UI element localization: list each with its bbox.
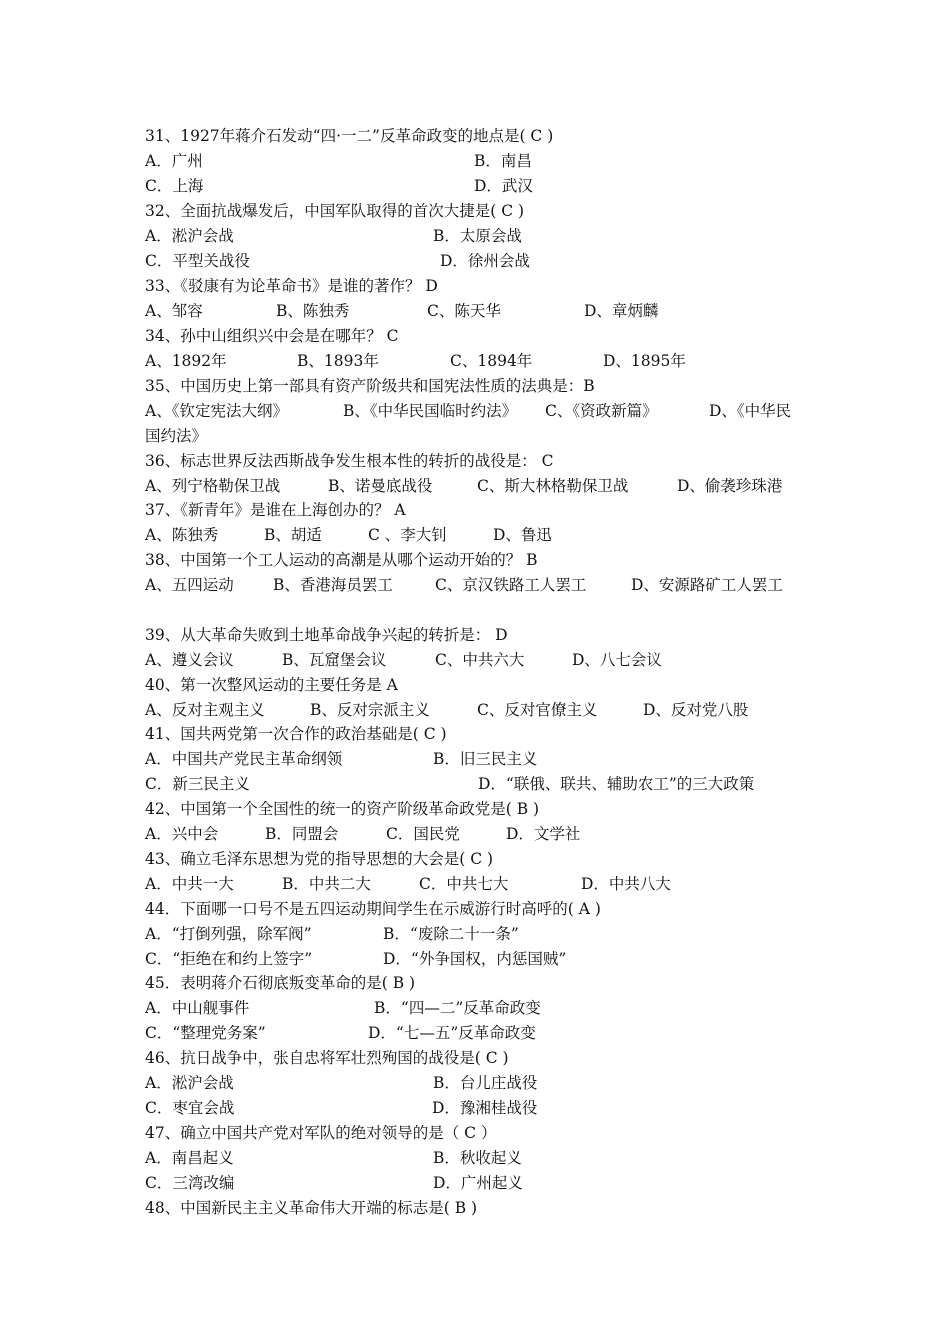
- option-d-continued: 国约法》: [145, 427, 208, 445]
- option-c: C．中共七大: [419, 875, 509, 893]
- option-c: C、斯大林格勒保卫战: [477, 477, 629, 495]
- option-c: C．三湾改编: [145, 1174, 235, 1192]
- question-42: 42、中国第一个全国性的统一的资产阶级革命政党是( B ): [145, 800, 540, 818]
- option-c: C、1894年: [450, 352, 533, 370]
- question-33: 33、《驳康有为论革命书》是谁的著作？ D: [145, 277, 438, 295]
- option-c: C、京汉铁路工人罢工: [435, 576, 587, 594]
- option-b: B、1893年: [297, 352, 379, 370]
- option-d: D．中共八大: [581, 875, 671, 893]
- option-a: A、陈独秀: [145, 526, 219, 544]
- option-d: D．“七—五”反革命政变: [368, 1024, 536, 1042]
- option-a: A、《钦定宪法大纲》: [145, 402, 288, 420]
- option-b: B、胡适: [264, 526, 322, 544]
- question-47: 47、确立中国共产党对军队的绝对领导的是（ C ）: [145, 1124, 497, 1142]
- option-b: B、陈独秀: [276, 302, 350, 320]
- option-d: D．徐州会战: [440, 252, 530, 270]
- option-b: B、《中华民国临时约法》: [343, 402, 518, 420]
- option-b: B．中共二大: [282, 875, 371, 893]
- option-b: B．太原会战: [433, 227, 522, 245]
- option-d: D．武汉: [474, 177, 533, 195]
- option-a: A、1892年: [145, 352, 227, 370]
- option-b: B．台儿庄战役: [433, 1074, 538, 1092]
- option-a: A．淞沪会战: [145, 1074, 234, 1092]
- question-40: 40、第一次整风运动的主要任务是 A: [145, 676, 398, 694]
- option-d: D、八七会议: [572, 651, 662, 669]
- option-a: A．广州: [145, 152, 203, 170]
- option-d: D、《中华民: [709, 402, 792, 420]
- option-c: C、《资政新篇》: [545, 402, 658, 420]
- option-a: A．中国共产党民主革命纲领: [145, 750, 343, 768]
- option-a: A．中共一大: [145, 875, 234, 893]
- option-d: D、1895年: [603, 352, 686, 370]
- option-c: C．平型关战役: [145, 252, 250, 270]
- option-c: C．枣宜会战: [145, 1099, 235, 1117]
- option-d: D、章炳麟: [584, 302, 659, 320]
- option-c: C．国民党: [386, 825, 460, 843]
- option-c: C．“整理党务案”: [145, 1024, 266, 1042]
- question-46: 46、抗日战争中，张自忠将军壮烈殉国的战役是( C ): [145, 1049, 509, 1067]
- option-a: A．南昌起义: [145, 1149, 234, 1167]
- question-34: 34、孙中山组织兴中会是在哪年？ C: [145, 327, 399, 345]
- option-c: C．“拒绝在和约上签字”: [145, 950, 313, 968]
- option-b: B．“四—二”反革命政变: [374, 999, 541, 1017]
- question-35: 35、中国历史上第一部具有资产阶级共和国宪法性质的法典是：B: [145, 377, 595, 395]
- option-a: A、邹容: [145, 302, 203, 320]
- option-b: B．同盟会: [265, 825, 339, 843]
- option-c: C、中共六大: [435, 651, 525, 669]
- option-b: B．“废除二十一条”: [383, 925, 519, 943]
- option-b: B、瓦窟堡会议: [282, 651, 387, 669]
- option-d: D、鲁迅: [493, 526, 552, 544]
- option-b: B．秋收起义: [433, 1149, 522, 1167]
- option-c: C．上海: [145, 177, 204, 195]
- question-48: 48、中国新民主主义革命伟大开端的标志是( B ): [145, 1199, 478, 1217]
- option-a: A、五四运动: [145, 576, 234, 594]
- option-b: B、反对宗派主义: [310, 701, 430, 719]
- option-d: D．豫湘桂战役: [432, 1099, 538, 1117]
- option-d: D．广州起义: [433, 1174, 523, 1192]
- question-39: 39、从大革命失败到土地革命战争兴起的转折是： D: [145, 626, 508, 644]
- option-a: A．兴中会: [145, 825, 219, 843]
- option-c: C、反对官僚主义: [477, 701, 598, 719]
- option-c: C．新三民主义: [145, 775, 250, 793]
- option-d: D．“外争国权，内惩国贼”: [383, 950, 567, 968]
- option-b: B、香港海员罢工: [273, 576, 393, 594]
- question-41: 41、国共两党第一次合作的政治基础是( C ): [145, 725, 447, 743]
- option-c: C 、李大钊: [368, 526, 447, 544]
- option-d: D、安源路矿工人罢工: [631, 576, 783, 594]
- option-a: A、列宁格勒保卫战: [145, 477, 281, 495]
- question-32: 32、全面抗战爆发后，中国军队取得的首次大捷是( C ): [145, 202, 525, 220]
- question-37: 37、《新青年》是谁在上海创办的？ A: [145, 501, 406, 519]
- option-d: D．文学社: [506, 825, 581, 843]
- option-c: C、陈天华: [427, 302, 501, 320]
- option-a: A、遵义会议: [145, 651, 234, 669]
- option-a: A．“打倒列强，除军阀”: [145, 925, 312, 943]
- question-38: 38、中国第一个工人运动的高潮是从哪个运动开始的？ B: [145, 551, 538, 569]
- question-36: 36、标志世界反法西斯战争发生根本性的转折的战役是： C: [145, 452, 554, 470]
- option-d: D．“联俄、联共、辅助农工”的三大政策: [478, 775, 755, 793]
- question-44: 44．下面哪一口号不是五四运动期间学生在示威游行时高呼的( A ): [145, 900, 601, 918]
- question-31: 31、1927年蒋介石发动“四·一二”反革命政变的地点是( C ): [145, 127, 554, 145]
- question-45: 45．表明蒋介石彻底叛变革命的是( B ): [145, 974, 416, 992]
- option-a: A．淞沪会战: [145, 227, 234, 245]
- option-a: A．中山舰事件: [145, 999, 250, 1017]
- option-b: B、诺曼底战役: [328, 477, 433, 495]
- question-43: 43、确立毛泽东思想为党的指导思想的大会是( C ): [145, 850, 494, 868]
- option-b: B．南昌: [474, 152, 532, 170]
- option-a: A、反对主观主义: [145, 701, 265, 719]
- option-d: D、反对党八股: [643, 701, 749, 719]
- option-d: D、偷袭珍珠港: [677, 477, 783, 495]
- option-b: B．旧三民主义: [433, 750, 538, 768]
